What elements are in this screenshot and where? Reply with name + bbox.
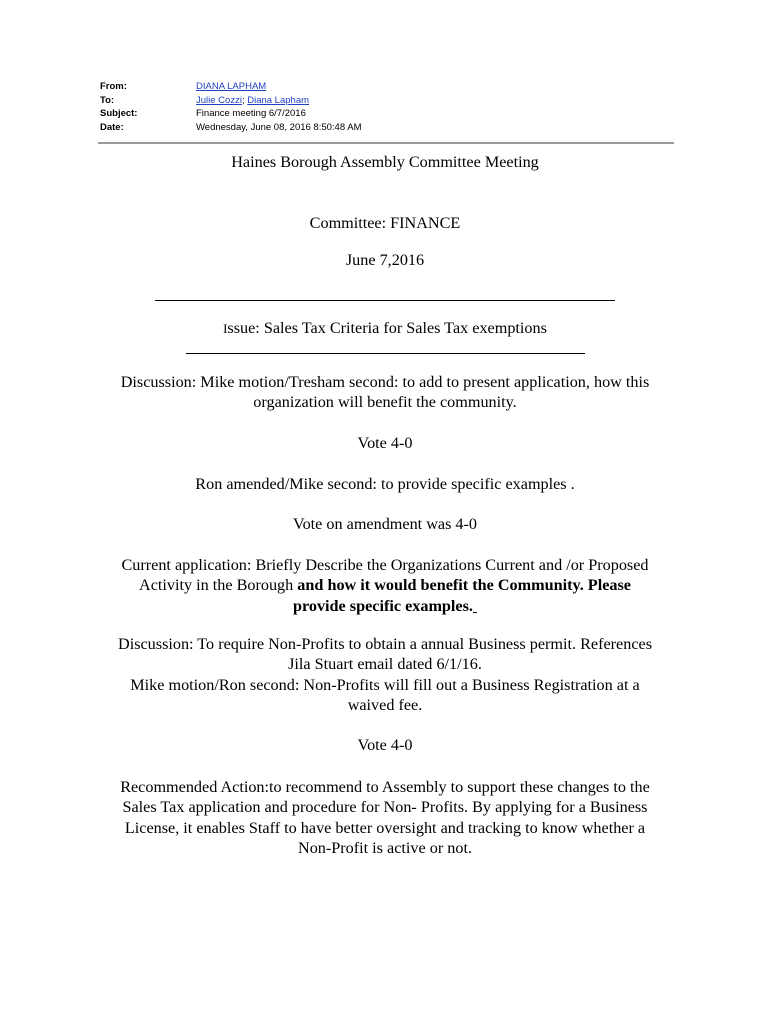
to-label: To: xyxy=(100,94,115,106)
current-app-line-2-normal: Activity in the Borough xyxy=(139,576,298,595)
meeting-date-text: June 7,2016 xyxy=(345,251,425,269)
issue-line xyxy=(95,318,675,339)
date-row xyxy=(100,121,362,135)
to-separator: ; xyxy=(241,94,248,106)
current-app-line-3-bold: provide specific examples. xyxy=(292,596,473,615)
meeting-date xyxy=(95,250,675,270)
vote-1-text: Vote 4-0 xyxy=(357,434,413,452)
subject-label: Subject: xyxy=(100,108,138,119)
discussion-2-line-3: Mike motion/Ron second: Non-Profits will fill out a Business Registration at a xyxy=(130,675,640,694)
from-label: From: xyxy=(100,81,127,92)
current-application xyxy=(95,555,675,616)
current-app-line-2-bold: and how it would benefit the Community. Please xyxy=(297,576,631,595)
vote-1 xyxy=(95,433,675,453)
from-row xyxy=(100,80,362,94)
discussion-2-line-2: Jila Stuart email dated 6/1/16. xyxy=(288,655,482,674)
vote-amendment xyxy=(95,514,675,534)
discussion-2 xyxy=(95,634,675,716)
discussion-1 xyxy=(95,372,675,413)
separator-line-2 xyxy=(186,353,585,354)
vote-2-text: Vote 4-0 xyxy=(357,736,413,754)
recommended-line-2: Sales Tax application and procedure for Non- Profits. By applying for a Business xyxy=(122,798,648,817)
discussion-2-line-4: waived fee. xyxy=(347,696,423,715)
to-row xyxy=(100,94,362,108)
current-app-line-1: Current application: Briefly Describe the Organizations Current and /or Proposed xyxy=(121,556,649,574)
title-text: Haines Borough Assembly Committee Meeting xyxy=(231,153,539,171)
amendment-text: Ron amended/Mike second: to provide specific examples . xyxy=(195,475,575,493)
to-link-diana-lapham[interactable]: Diana Lapham xyxy=(247,94,310,106)
issue-prefix: I xyxy=(223,321,228,336)
header-divider xyxy=(98,142,674,144)
vote-2 xyxy=(95,735,675,755)
subject-row xyxy=(100,107,362,121)
vote-amendment-text: Vote on amendment was 4-0 xyxy=(292,515,478,533)
email-header xyxy=(100,80,362,134)
separator-line-1 xyxy=(155,300,615,301)
discussion-1-line-2: organization will benefit the community. xyxy=(253,393,517,412)
committee-text: Committee: FINANCE xyxy=(309,214,461,232)
issue-text: ssue: Sales Tax Criteria for Sales Tax exemptions xyxy=(227,319,547,337)
from-link[interactable]: DIANA LAPHAM xyxy=(196,81,267,92)
subject-value: Finance meeting 6/7/2016 xyxy=(196,108,306,119)
date-label: Date: xyxy=(100,121,124,133)
document-title xyxy=(95,152,675,172)
discussion-1-line-1: Discussion: Mike motion/Tresham second: to add to present application, how this xyxy=(120,373,650,391)
recommended-line-4: Non-Profit is active or not. xyxy=(298,839,472,858)
recommended-line-3: License, it enables Staff to have better oversight and tracking to know whether a xyxy=(124,818,646,837)
recommended-line-1: Recommended Action:to recommend to Assembly to support these changes to the xyxy=(120,778,650,796)
recommended-action xyxy=(95,777,675,859)
committee-line xyxy=(95,213,675,233)
amendment xyxy=(95,474,675,494)
to-link-julie-cozzi[interactable]: Julie Cozzi xyxy=(196,94,242,106)
date-value: Wednesday, June 08, 2016 8:50:48 AM xyxy=(196,121,362,133)
discussion-2-line-1: Discussion: To require Non-Profits to obtain a annual Business permit. References xyxy=(118,635,652,653)
